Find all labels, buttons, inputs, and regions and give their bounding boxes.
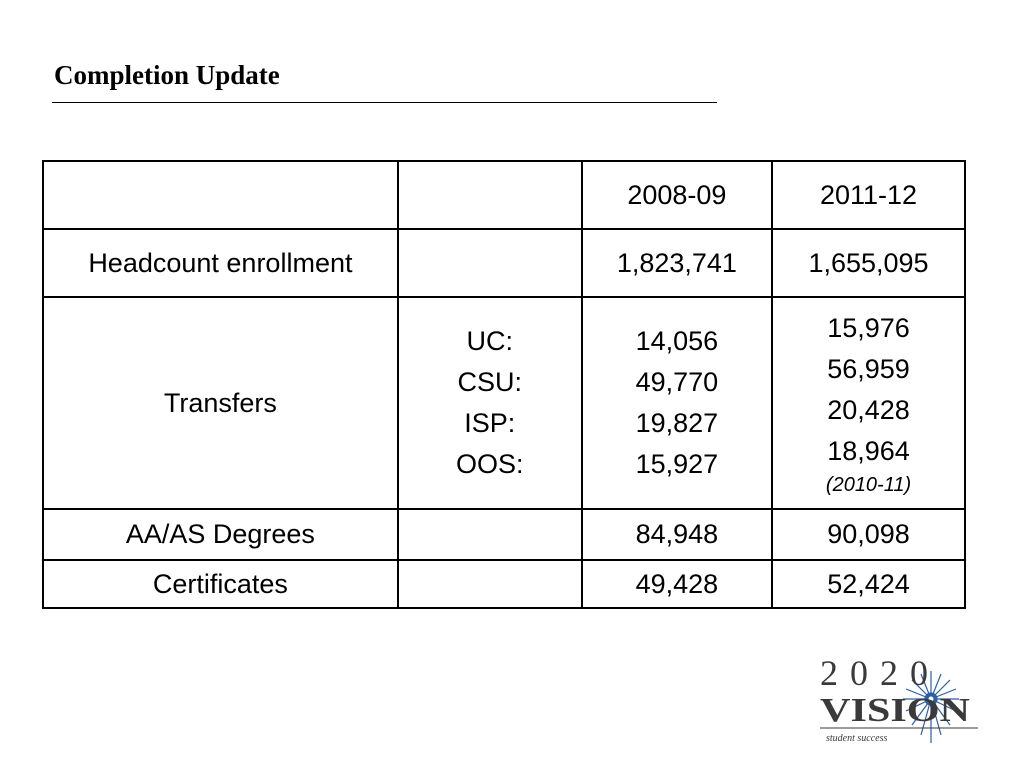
headcount-label: Headcount enrollment	[43, 229, 398, 297]
certificates-empty-cell	[398, 560, 582, 608]
header-year-2011-12: 2011-12	[772, 161, 965, 229]
completion-table	[42, 160, 966, 609]
transfer-2011-isp: 20,428	[827, 395, 910, 425]
transfer-category-uc: UC:	[466, 326, 514, 356]
logo-year: 2020	[820, 655, 940, 693]
transfers-2011-cell	[772, 297, 965, 509]
header-year-2008-09: 2008-09	[582, 161, 772, 229]
headcount-2011-value: 1,655,095	[772, 229, 965, 297]
degrees-2011-value: 90,098	[772, 509, 965, 560]
table-row-certificates	[43, 560, 965, 608]
slide-title: Completion Update	[54, 60, 280, 90]
table-row-headcount	[43, 229, 965, 297]
header-blank-cell-2	[398, 161, 582, 229]
transfer-category-csu: CSU:	[457, 367, 523, 397]
transfer-2008-oos: 15,927	[635, 449, 719, 479]
transfer-category-oos: OOS:	[456, 449, 524, 479]
logo-tagline: student success	[826, 733, 888, 744]
degrees-label: AA/AS Degrees	[43, 509, 398, 560]
transfers-2008-cell	[582, 297, 772, 509]
header-blank-cell-1	[43, 161, 398, 229]
table-row-degrees	[43, 509, 965, 560]
title-divider	[52, 102, 717, 103]
certificates-2008-value: 49,428	[582, 560, 772, 608]
table-header-row	[43, 161, 965, 229]
logo-word: VISION	[820, 692, 971, 729]
transfer-2011-csu: 56,959	[827, 354, 910, 384]
transfers-label: Transfers	[43, 297, 398, 509]
table-row-transfers	[43, 297, 965, 509]
headcount-2008-value: 1,823,741	[582, 229, 772, 297]
transfer-2008-csu: 49,770	[635, 367, 719, 397]
transfer-2008-isp: 19,827	[635, 408, 719, 438]
transfer-2011-oos: 18,964	[827, 436, 910, 466]
transfer-2008-uc: 14,056	[635, 326, 719, 356]
transfer-2011-year-note: (2010-11)	[825, 474, 912, 496]
certificates-2011-value: 52,424	[772, 560, 965, 608]
degrees-empty-cell	[398, 509, 582, 560]
transfers-categories-cell	[398, 297, 582, 509]
degrees-2008-value: 84,948	[582, 509, 772, 560]
headcount-empty-cell	[398, 229, 582, 297]
transfer-category-isp: ISP:	[464, 408, 516, 438]
certificates-label: Certificates	[43, 560, 398, 608]
vision-2020-logo	[818, 655, 982, 747]
transfer-2011-uc: 15,976	[827, 313, 910, 343]
